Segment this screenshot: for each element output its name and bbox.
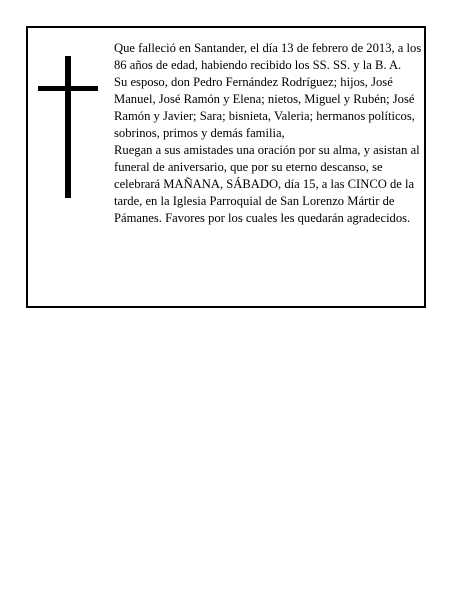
cross-horizontal-bar	[38, 86, 98, 91]
obituary-text	[114, 40, 424, 227]
death-announcement: Que falleció en Santander, el día 13 de febrero de 2013, a los 86 años de edad, habiendo recibido los SS. SS. y la B. A.	[114, 41, 422, 72]
latin-cross-icon	[38, 56, 98, 198]
family-list: Su esposo, don Pedro Fernández Rodríguez; hijos, José Manuel, José Ramón y Elena; nietos, Miguel y Rubén; José Ramón y Javier; Sara; bisnieta, Valeria; hermanos políticos, sobrinos, primos y demás familia,	[114, 75, 415, 140]
obituary-notice	[26, 26, 426, 308]
funeral-details: Ruegan a sus amistades una oración por su alma, y asistan al funeral de aniversario, que por su eterno descanso, se celebrará MAÑANA, SÁBADO, día 15, a las CINCO de la tarde, en la Iglesia Parroquial de San Lorenzo Mártir de Pámanes. Favores por los cuales les quedarán agradecidos.	[114, 143, 420, 225]
cross-vertical-bar	[65, 56, 71, 198]
